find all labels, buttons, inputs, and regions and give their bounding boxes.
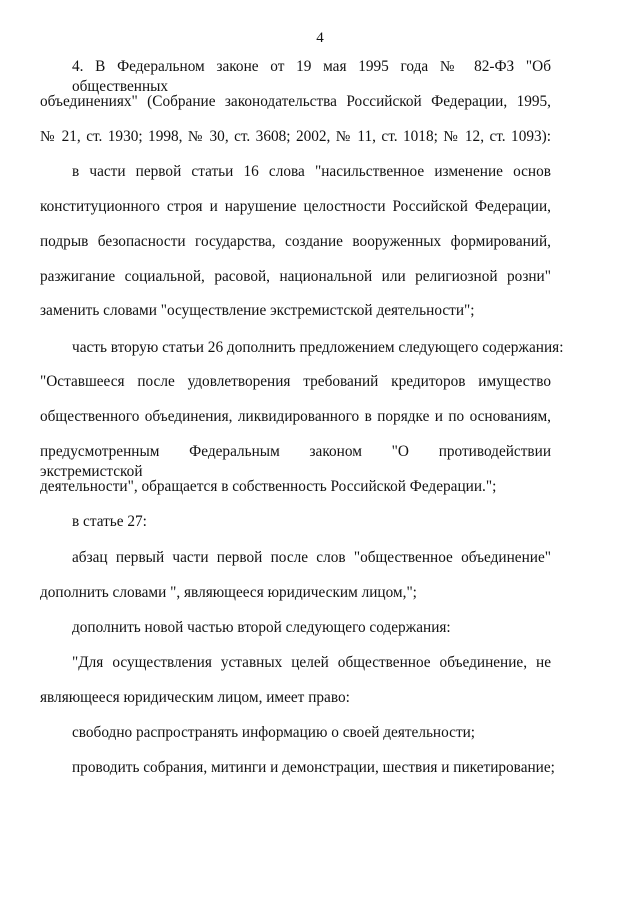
paragraph-2-line-1: в части первой статьи 16 слова "насильственное изменение основ: [72, 163, 551, 180]
paragraph-3-line-3: общественного объединения, ликвидированного в порядке и по основаниям,: [40, 408, 551, 425]
paragraph-3-line-2: "Оставшееся после удовлетворения требований кредиторов имущество: [40, 373, 551, 390]
paragraph-5-line-1: абзац первый части первой после слов "общественное объединение": [72, 549, 551, 566]
paragraph-2-line-2: конституционного строя и нарушение целостности Российской Федерации,: [40, 198, 551, 215]
paragraph-9-line-1: проводить собрания, митинги и демонстрации, шествия и пикетирование;: [72, 759, 555, 776]
paragraph-2-line-5: заменить словами "осуществление экстремистской деятельности";: [40, 302, 475, 319]
paragraph-6-line-1: дополнить новой частью второй следующего содержания:: [72, 619, 451, 636]
paragraph-3-line-1: часть вторую статьи 26 дополнить предложением следующего содержания:: [72, 339, 564, 356]
paragraph-7-line-1: "Для осуществления уставных целей общественное объединение, не: [72, 654, 551, 671]
paragraph-7-line-2: являющееся юридическим лицом, имеет право:: [40, 689, 350, 706]
page-number: 4: [316, 30, 324, 46]
paragraph-2-line-4: разжигание социальной, расовой, национальной или религиозной розни": [40, 268, 551, 285]
paragraph-5-line-2: дополнить словами ", являющееся юридическим лицом,";: [40, 584, 417, 601]
paragraph-2-line-3: подрыв безопасности государства, создание вооруженных формирований,: [40, 233, 551, 250]
paragraph-8-line-1: свободно распространять информацию о своей деятельности;: [72, 724, 476, 741]
paragraph-3-line-5: деятельности", обращается в собственность Российской Федерации.";: [40, 478, 497, 495]
paragraph-4-line-1: в статье 27:: [72, 513, 147, 530]
paragraph-1-line-3: № 21, ст. 1930; 1998, № 30, ст. 3608; 2002, № 11, ст. 1018; № 12, ст. 1093):: [40, 128, 551, 145]
paragraph-1-line-2: объединениях" (Собрание законодательства Российской Федерации, 1995,: [40, 93, 551, 110]
paragraph-3-line-4: предусмотренным Федеральным законом "О противодействии экстремистской: [40, 443, 551, 480]
paragraph-1-line-1: 4. В Федеральном законе от 19 мая 1995 года № 82-ФЗ "Об общественных: [72, 58, 551, 95]
